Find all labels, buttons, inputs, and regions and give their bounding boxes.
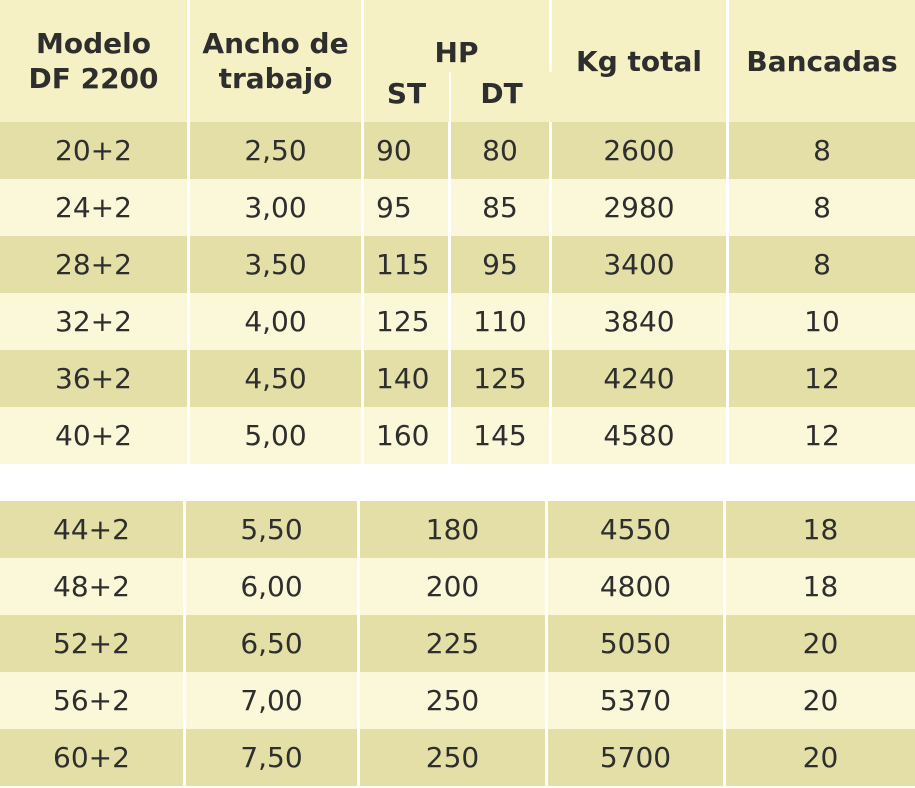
cell-modelo: 56+2 — [0, 672, 186, 729]
cell-kg-total: 4240 — [552, 350, 729, 407]
cell-hp-dt: 80 — [451, 122, 552, 179]
cell-hp-st: 160 — [364, 407, 451, 464]
cell-kg-total: 5700 — [548, 729, 726, 786]
header-modelo: Modelo DF 2200 — [0, 0, 190, 122]
cell-hp: 250 — [360, 672, 548, 729]
header-hp: HP — [364, 0, 552, 72]
header-hp-st: ST — [364, 72, 451, 122]
cell-modelo: 24+2 — [0, 179, 190, 236]
cell-bancadas: 18 — [726, 501, 915, 558]
table-row — [0, 615, 915, 672]
cell-hp-st: 125 — [364, 293, 451, 350]
cell-bancadas: 20 — [726, 672, 915, 729]
cell-hp: 180 — [360, 501, 548, 558]
cell-hp-st: 115 — [364, 236, 451, 293]
cell-ancho: 5,00 — [190, 407, 364, 464]
table-row — [0, 350, 915, 407]
cell-kg-total: 3400 — [552, 236, 729, 293]
cell-bancadas: 18 — [726, 558, 915, 615]
cell-hp: 250 — [360, 729, 548, 786]
cell-modelo: 36+2 — [0, 350, 190, 407]
table-row — [0, 501, 915, 558]
cell-modelo: 60+2 — [0, 729, 186, 786]
cell-bancadas: 8 — [729, 122, 915, 179]
cell-bancadas: 20 — [726, 615, 915, 672]
table-row — [0, 558, 915, 615]
cell-kg-total: 4800 — [548, 558, 726, 615]
table-row — [0, 672, 915, 729]
cell-hp-dt: 95 — [451, 236, 552, 293]
cell-modelo: 44+2 — [0, 501, 186, 558]
cell-kg-total: 4580 — [552, 407, 729, 464]
cell-bancadas: 12 — [729, 407, 915, 464]
table-row — [0, 729, 915, 786]
cell-kg-total: 5370 — [548, 672, 726, 729]
table-row — [0, 122, 915, 179]
cell-modelo: 52+2 — [0, 615, 186, 672]
cell-ancho: 6,50 — [186, 615, 360, 672]
cell-ancho: 6,00 — [186, 558, 360, 615]
cell-hp-dt: 125 — [451, 350, 552, 407]
cell-hp-dt: 145 — [451, 407, 552, 464]
spec-table-bottom — [0, 501, 915, 786]
cell-bancadas: 10 — [729, 293, 915, 350]
table-row — [0, 236, 915, 293]
cell-modelo: 32+2 — [0, 293, 190, 350]
cell-hp: 225 — [360, 615, 548, 672]
cell-modelo: 40+2 — [0, 407, 190, 464]
cell-modelo: 28+2 — [0, 236, 190, 293]
table-row — [0, 293, 915, 350]
cell-bancadas: 8 — [729, 179, 915, 236]
cell-bancadas: 8 — [729, 236, 915, 293]
cell-hp-dt: 110 — [451, 293, 552, 350]
table-row — [0, 179, 915, 236]
header-bancadas: Bancadas — [746, 44, 898, 78]
table-row — [0, 407, 915, 464]
cell-ancho: 3,00 — [190, 179, 364, 236]
cell-ancho: 5,50 — [186, 501, 360, 558]
cell-hp: 200 — [360, 558, 548, 615]
cell-ancho: 4,00 — [190, 293, 364, 350]
cell-hp-st: 140 — [364, 350, 451, 407]
cell-bancadas: 12 — [729, 350, 915, 407]
cell-kg-total: 5050 — [548, 615, 726, 672]
cell-ancho: 7,00 — [186, 672, 360, 729]
cell-modelo: 20+2 — [0, 122, 190, 179]
cell-bancadas: 20 — [726, 729, 915, 786]
header-kg-total: Kg total — [552, 0, 729, 122]
cell-kg-total: 2600 — [552, 122, 729, 179]
cell-hp-st: 90 — [364, 122, 451, 179]
cell-kg-total: 3840 — [552, 293, 729, 350]
header-hp-dt: DT — [480, 77, 523, 110]
cell-ancho: 4,50 — [190, 350, 364, 407]
cell-kg-total: 4550 — [548, 501, 726, 558]
cell-ancho: 7,50 — [186, 729, 360, 786]
header-ancho: Ancho de trabajo — [190, 0, 364, 122]
cell-kg-total: 2980 — [552, 179, 729, 236]
cell-ancho: 2,50 — [190, 122, 364, 179]
cell-modelo: 48+2 — [0, 558, 186, 615]
cell-ancho: 3,50 — [190, 236, 364, 293]
cell-hp-st: 95 — [364, 179, 451, 236]
cell-hp-dt: 85 — [451, 179, 552, 236]
